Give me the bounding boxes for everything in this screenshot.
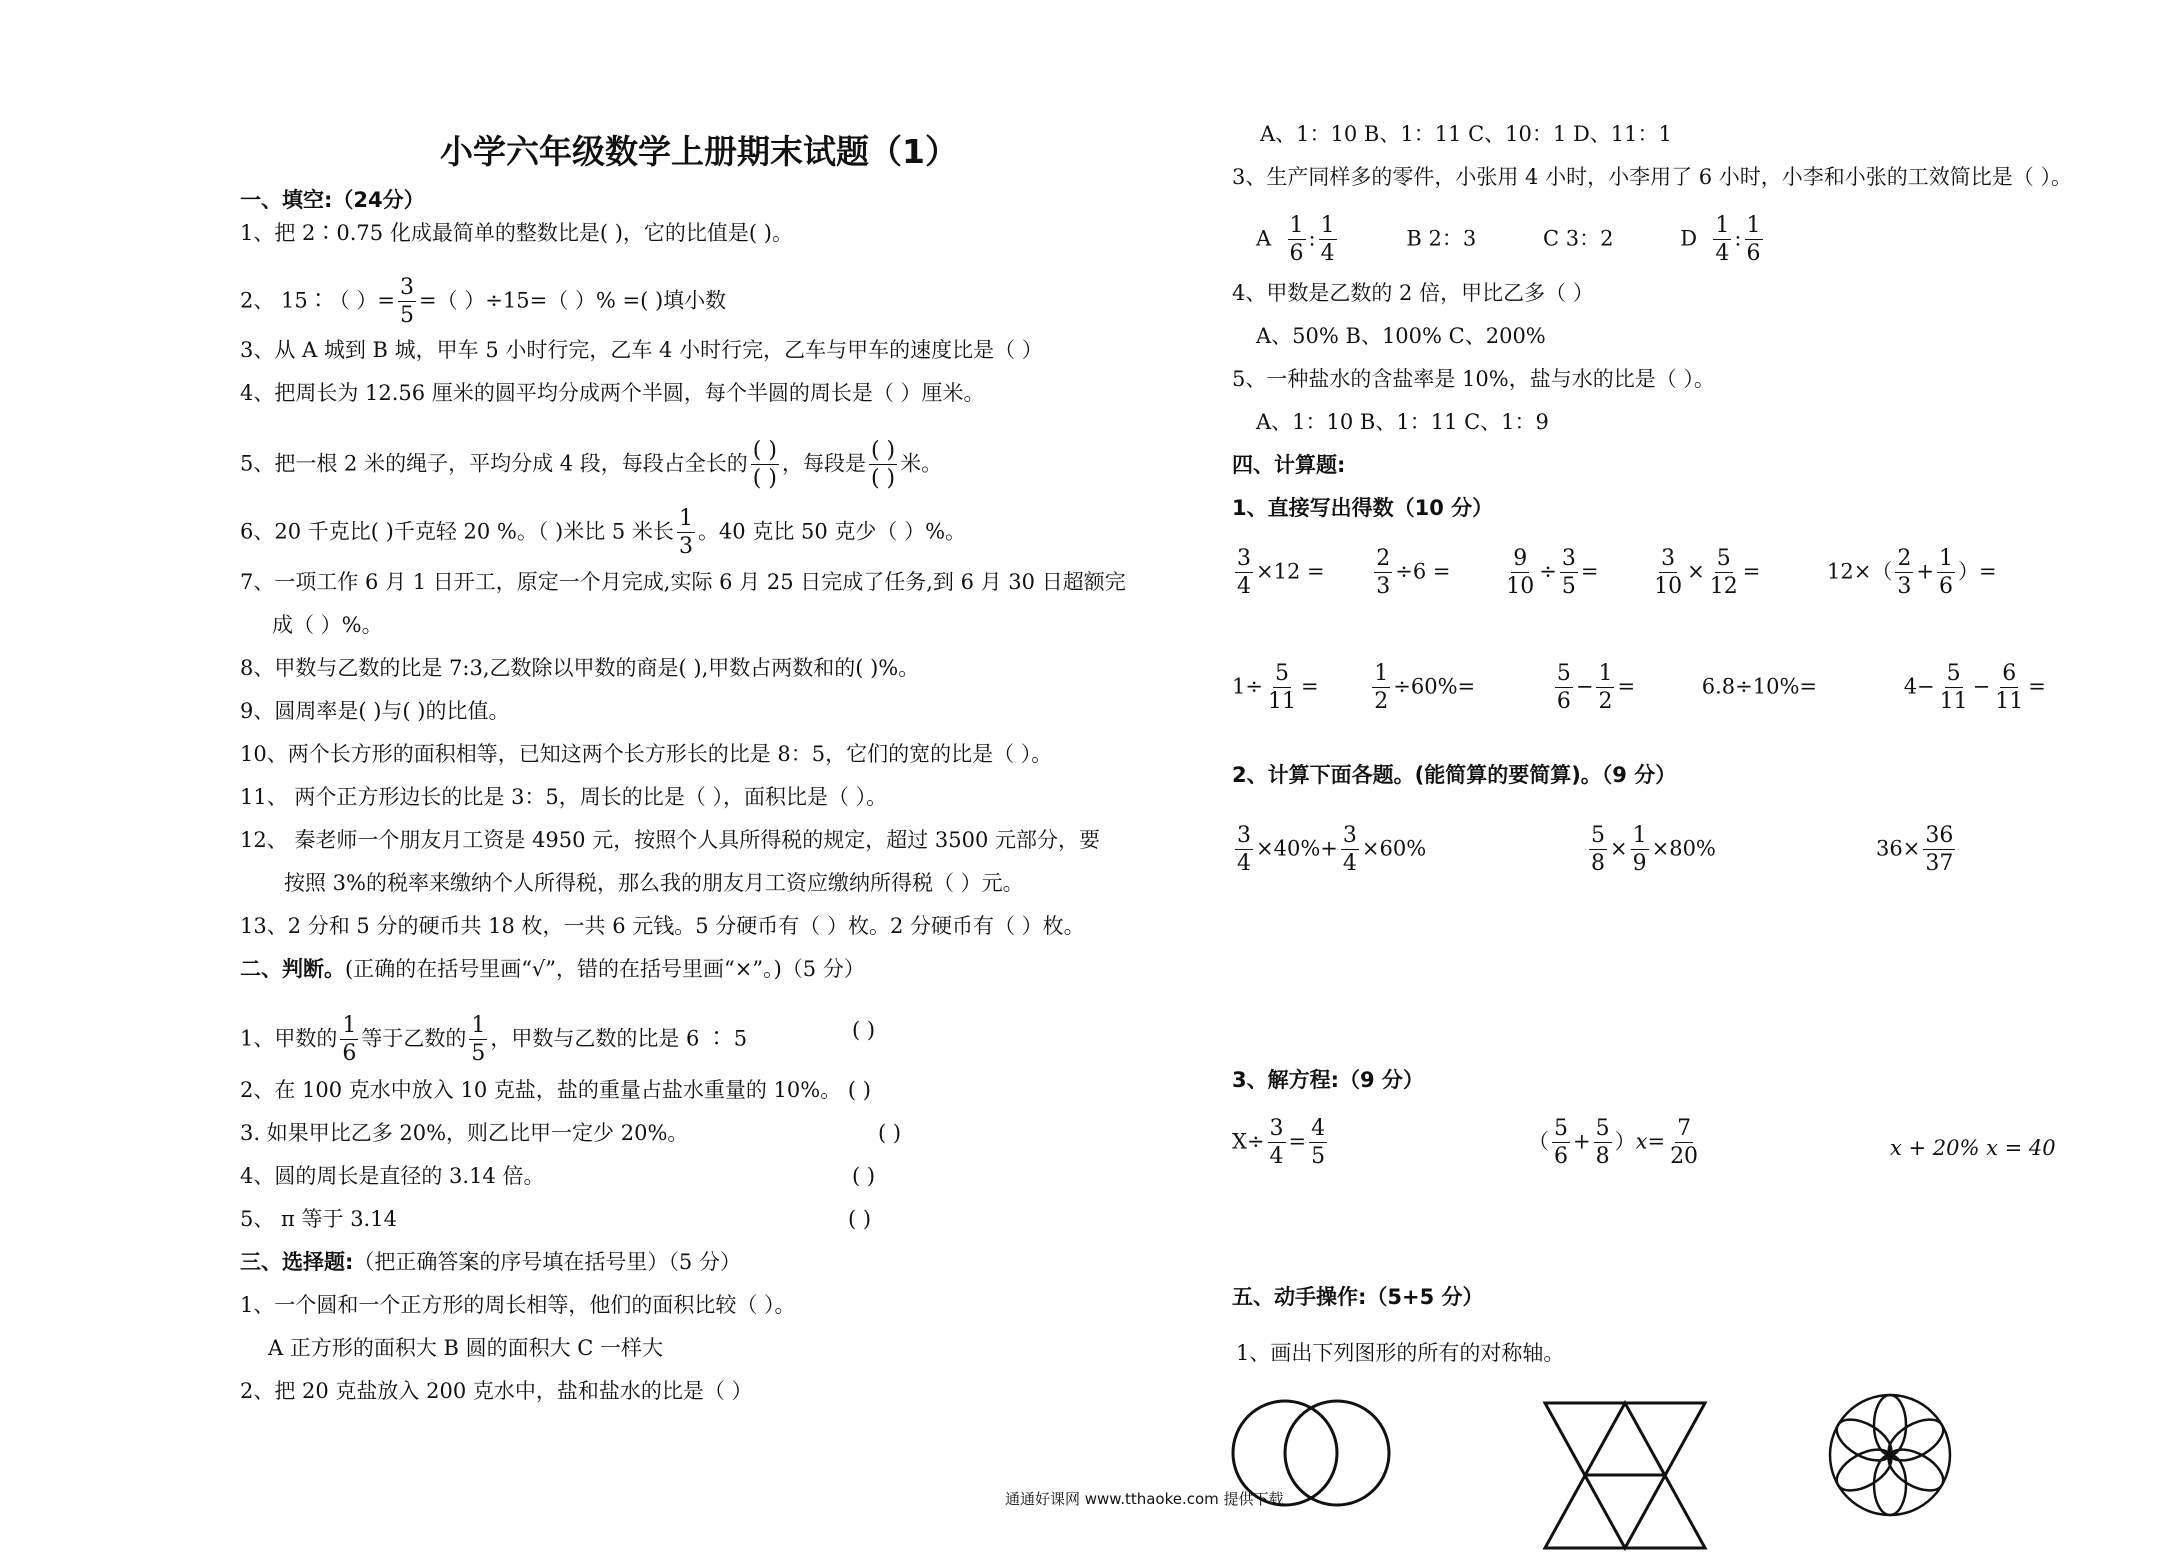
section-calculation: 四、计算题: bbox=[1232, 453, 1346, 477]
judge-5: 5、 π 等于 3.14 bbox=[240, 1207, 397, 1231]
question-2 bbox=[240, 277, 726, 327]
calc-op: + bbox=[1916, 559, 1934, 584]
calc-row-2 bbox=[1232, 663, 2046, 713]
question-6 bbox=[240, 508, 966, 558]
fraction: $\frac{1}{2}$ bbox=[1374, 661, 1389, 714]
calc-op: 4− bbox=[1903, 674, 1935, 699]
question-11: 11、 两个正方形边长的比是 3：5，周长的比是（ ），面积比是（ ）。 bbox=[240, 785, 888, 809]
calc-op: 6.8÷10%= bbox=[1701, 674, 1817, 699]
q5-part-a: 5、把一根 2 米的绳子，平均分成 4 段，每段占全长的 bbox=[240, 451, 748, 476]
fraction: $\frac{1}{6}$ bbox=[1938, 546, 1953, 599]
fraction: $\frac{3}{4}$ bbox=[1269, 1116, 1284, 1169]
calc-op: ×60% bbox=[1361, 836, 1427, 861]
section-choice-note: （把正确答案的序号填在括号里）（5 分） bbox=[353, 1250, 741, 1274]
question-13: 13、2 分和 5 分的硬币共 18 枚，一共 6 元钱。5 分硬币有（ ）枚。2 分硬币有（ ）枚。 bbox=[240, 914, 1085, 938]
fraction: $\frac{4}{5}$ bbox=[1311, 1116, 1326, 1169]
eq-text: + bbox=[1573, 1129, 1591, 1154]
choice-1: 1、一个圆和一个正方形的周长相等，他们的面积比较（ ）。 bbox=[240, 1293, 796, 1317]
calc-op: × bbox=[1610, 836, 1628, 861]
judge-1-paren: ( ) bbox=[852, 1018, 876, 1042]
choice-3: 3、生产同样多的零件，小张用 4 小时，小李用了 6 小时，小李和小张的工效简比是（ ）。 bbox=[1232, 165, 2072, 189]
choice-3-options: A $\frac{1}{6}$ : $\frac{1}{4}$ B 2：3 C 3：2 D $\frac{1}{4}$ : $\frac{1}{6}$ bbox=[1256, 213, 1761, 266]
fraction: $\frac{36}{37}$ bbox=[1925, 823, 1954, 876]
judge-5-paren: ( ) bbox=[848, 1207, 872, 1231]
calc-op: 36× bbox=[1876, 836, 1921, 861]
c3-option-c: C 3：2 bbox=[1542, 226, 1614, 251]
eq-text: x= bbox=[1635, 1129, 1666, 1154]
judge-3: 3. 如果甲比乙多 20%，则乙比甲一定少 20%。 bbox=[240, 1121, 689, 1145]
section-judgement-title: 二、判断。 bbox=[240, 957, 345, 981]
calc-op: − bbox=[1972, 674, 1991, 699]
j1-part-a: 1、甲数的 bbox=[240, 1026, 338, 1051]
fraction: $\frac{2}{3}$ bbox=[1897, 546, 1912, 599]
choice-5-options: A、1：10 B、1：11 C、1：9 bbox=[1256, 410, 1549, 434]
fraction: $\frac{1}{2}$ bbox=[1598, 661, 1613, 714]
fraction: $\frac{5}{8}$ bbox=[1595, 1116, 1610, 1169]
fraction-3-5: $\frac{3}{5}$ bbox=[400, 275, 415, 328]
fraction: $\frac{3}{5}$ bbox=[1561, 546, 1576, 599]
fraction: $\frac{2}{3}$ bbox=[1376, 546, 1391, 599]
fraction-1-5: $\frac{1}{5}$ bbox=[471, 1013, 486, 1066]
question-9: 9、圆周率是( )与( )的比值。 bbox=[240, 699, 510, 723]
fraction: $\frac{3}{4}$ bbox=[1342, 823, 1357, 876]
hands-on-1: 1、画出下列图形的所有的对称轴。 bbox=[1236, 1341, 1565, 1365]
footer-source: 通通好课网 www.tthaoke.com 提供下载 bbox=[1005, 1490, 1284, 1508]
fraction: $\frac{1}{9}$ bbox=[1632, 823, 1647, 876]
question-7-line2: 成（ ）%。 bbox=[272, 613, 383, 637]
fraction-1-6: $\frac{1}{6}$ bbox=[1289, 213, 1304, 266]
section-judgement bbox=[240, 959, 865, 980]
fraction: $\frac{3}{4}$ bbox=[1237, 823, 1251, 876]
compute-2 bbox=[1586, 825, 1716, 875]
calc-op: ÷60%= bbox=[1393, 674, 1476, 699]
subsection-direct: 1、直接写出得数（10 分） bbox=[1232, 496, 1494, 520]
equation-1 bbox=[1232, 1118, 1330, 1168]
question-12-line1: 12、 秦老师一个朋友月工资是 4950 元，按照个人具所得税的规定，超过 3500 元部分，要 bbox=[240, 828, 1100, 852]
calc-op: = bbox=[1580, 559, 1599, 584]
fraction: $\frac{3}{10}$ bbox=[1654, 546, 1683, 599]
calc-op: ÷ bbox=[1539, 559, 1557, 584]
c3-option-b: B 2：3 bbox=[1406, 226, 1477, 251]
q2-start: 2、 15∶（ ）= bbox=[240, 288, 396, 313]
question-8: 8、甲数与乙数的比是 7:3,乙数除以甲数的商是( ),甲数占两数和的( )%。 bbox=[240, 656, 920, 680]
calc-op: ）= bbox=[1957, 559, 1997, 584]
c3-option-d: D bbox=[1680, 226, 1698, 251]
calc-op: = bbox=[1742, 559, 1761, 584]
eq-text: ） bbox=[1614, 1129, 1636, 1154]
fraction: $\frac{5}{12}$ bbox=[1709, 546, 1738, 599]
equation-2 bbox=[1528, 1118, 1703, 1168]
q6-part-b: 。40 克比 50 克少（ ）%。 bbox=[697, 519, 967, 544]
hexagram-figure bbox=[1535, 1398, 1715, 1558]
calc-op: − bbox=[1575, 674, 1594, 699]
flower-circle-figure bbox=[1820, 1385, 1960, 1525]
calc-op: ×12 = bbox=[1256, 559, 1325, 584]
fraction: $\frac{9}{10}$ bbox=[1506, 546, 1535, 599]
eq-text: X÷ bbox=[1232, 1129, 1265, 1154]
fraction: $\frac{5}{6}$ bbox=[1554, 1116, 1568, 1169]
judge-3-paren: ( ) bbox=[878, 1121, 902, 1145]
question-10: 10、两个长方形的面积相等，已知这两个长方形长的比是 8：5，它们的宽的比是（ ）。 bbox=[240, 742, 1053, 766]
section-choice-title: 三、选择题: bbox=[240, 1250, 354, 1274]
calc-op: = bbox=[1617, 674, 1636, 699]
compute-1 bbox=[1232, 825, 1426, 875]
fraction-1-4: $\frac{1}{4}$ bbox=[1320, 213, 1335, 266]
question-1: 1、把 2∶0.75 化成最简单的整数比是( )，它的比值是( )。 bbox=[240, 221, 793, 245]
calc-op: = bbox=[2028, 674, 2046, 699]
calc-op: = bbox=[1300, 674, 1319, 699]
choice-5: 5、一种盐水的含盐率是 10%，盐与水的比是（ ）。 bbox=[1232, 367, 1715, 391]
choice-2-options: A、1：10 B、1：11 C、10：1 D、11：1 bbox=[1260, 122, 1672, 146]
j1-part-b: 等于乙数的 bbox=[361, 1026, 467, 1051]
judge-4-paren: ( ) bbox=[852, 1164, 876, 1188]
question-5 bbox=[240, 440, 942, 490]
fraction: $\frac{7}{20}$ bbox=[1670, 1116, 1699, 1169]
calc-row-1 bbox=[1232, 548, 1997, 598]
q5-part-b: ，每段是 bbox=[781, 451, 866, 476]
eq-text: = bbox=[1288, 1129, 1307, 1154]
calc-op: 12×（ bbox=[1827, 559, 1893, 584]
calc-op: ×40%+ bbox=[1256, 836, 1338, 861]
fraction: $\frac{5}{11}$ bbox=[1267, 661, 1296, 714]
page-title: 小学六年级数学上册期末试题（1） bbox=[440, 132, 958, 171]
calc-op: ÷6 = bbox=[1395, 559, 1451, 584]
question-12-line2: 按照 3%的税率来缴纳个人所得税，那么我的朋友月工资应缴纳所得税（ ）元。 bbox=[284, 871, 1024, 895]
section-hands-on: 五、动手操作:（5+5 分） bbox=[1232, 1285, 1484, 1309]
choice-2: 2、把 20 克盐放入 200 克水中，盐和盐水的比是（ ） bbox=[240, 1379, 753, 1403]
section-choice bbox=[240, 1252, 741, 1273]
question-4: 4、把周长为 12.56 厘米的圆平均分成两个半圆，每个半圆的周长是（ ）厘米。 bbox=[240, 381, 985, 405]
j1-part-c: ，甲数与乙数的比是 6 ∶ 5 bbox=[490, 1026, 748, 1051]
question-7-line1: 7、一项工作 6 月 1 日开工，原定一个月完成,实际 6 月 25 日完成了任务,到 6 月 30 日超额完 bbox=[240, 570, 1126, 594]
calc-op: ×80% bbox=[1651, 836, 1716, 861]
fraction-1-6: $\frac{1}{6}$ bbox=[342, 1013, 357, 1066]
blank-fraction: ( ) ( ) bbox=[752, 438, 777, 491]
fraction-1-6: $\frac{1}{6}$ bbox=[1746, 213, 1761, 266]
choice-4: 4、甲数是乙数的 2 倍，甲比乙多（ ） bbox=[1232, 281, 1594, 305]
calc-op: 1÷ bbox=[1232, 674, 1263, 699]
q6-part-a: 6、20 千克比( )千克轻 20 %。（ )米比 5 米长 bbox=[240, 519, 674, 544]
subsection-compute: 2、计算下面各题。(能简算的要简算)。（9 分） bbox=[1232, 763, 1677, 787]
section-fill-blank: 一、填空:（24分） bbox=[240, 188, 425, 212]
fraction-1-3: $\frac{1}{3}$ bbox=[678, 506, 693, 559]
c3-option-a: A bbox=[1256, 226, 1272, 251]
fraction: $\frac{5}{6}$ bbox=[1556, 661, 1571, 714]
judge-2: 2、在 100 克水中放入 10 克盐，盐的重量占盐水重量的 10%。 ( ) bbox=[240, 1078, 871, 1102]
question-3: 3、从 A 城到 B 城，甲车 5 小时行完，乙车 4 小时行完，乙车与甲车的速度比是（ ） bbox=[240, 338, 1043, 362]
fraction: $\frac{3}{4}$ bbox=[1237, 546, 1251, 599]
fraction: $\frac{5}{11}$ bbox=[1939, 661, 1968, 714]
choice-4-options: A、50% B、100% C、200% bbox=[1256, 324, 1546, 348]
calc-op: × bbox=[1687, 559, 1705, 584]
compute-3 bbox=[1876, 825, 1958, 875]
subsection-equations: 3、解方程:（9 分） bbox=[1232, 1068, 1424, 1092]
choice-1-options: A 正方形的面积大 B 圆的面积大 C 一样大 bbox=[268, 1336, 664, 1360]
eq-text: （ bbox=[1528, 1129, 1549, 1154]
q5-part-c: 米。 bbox=[900, 451, 943, 476]
judge-4: 4、圆的周长是直径的 3.14 倍。 bbox=[240, 1164, 545, 1188]
q2-end: =（ ）÷15=（ ）% =( )填小数 bbox=[419, 288, 727, 313]
blank-fraction: ( ) ( ) bbox=[870, 438, 896, 491]
judge-1 bbox=[240, 1015, 747, 1065]
fraction: $\frac{5}{8}$ bbox=[1591, 823, 1605, 876]
fraction-1-4: $\frac{1}{4}$ bbox=[1715, 213, 1730, 266]
equation-3: x + 20% x = 40 bbox=[1890, 1136, 2056, 1160]
section-judgement-note: (正确的在括号里画“√”，错的在括号里画“×”。)（5 分） bbox=[345, 957, 865, 981]
fraction: $\frac{6}{11}$ bbox=[1995, 661, 2024, 714]
